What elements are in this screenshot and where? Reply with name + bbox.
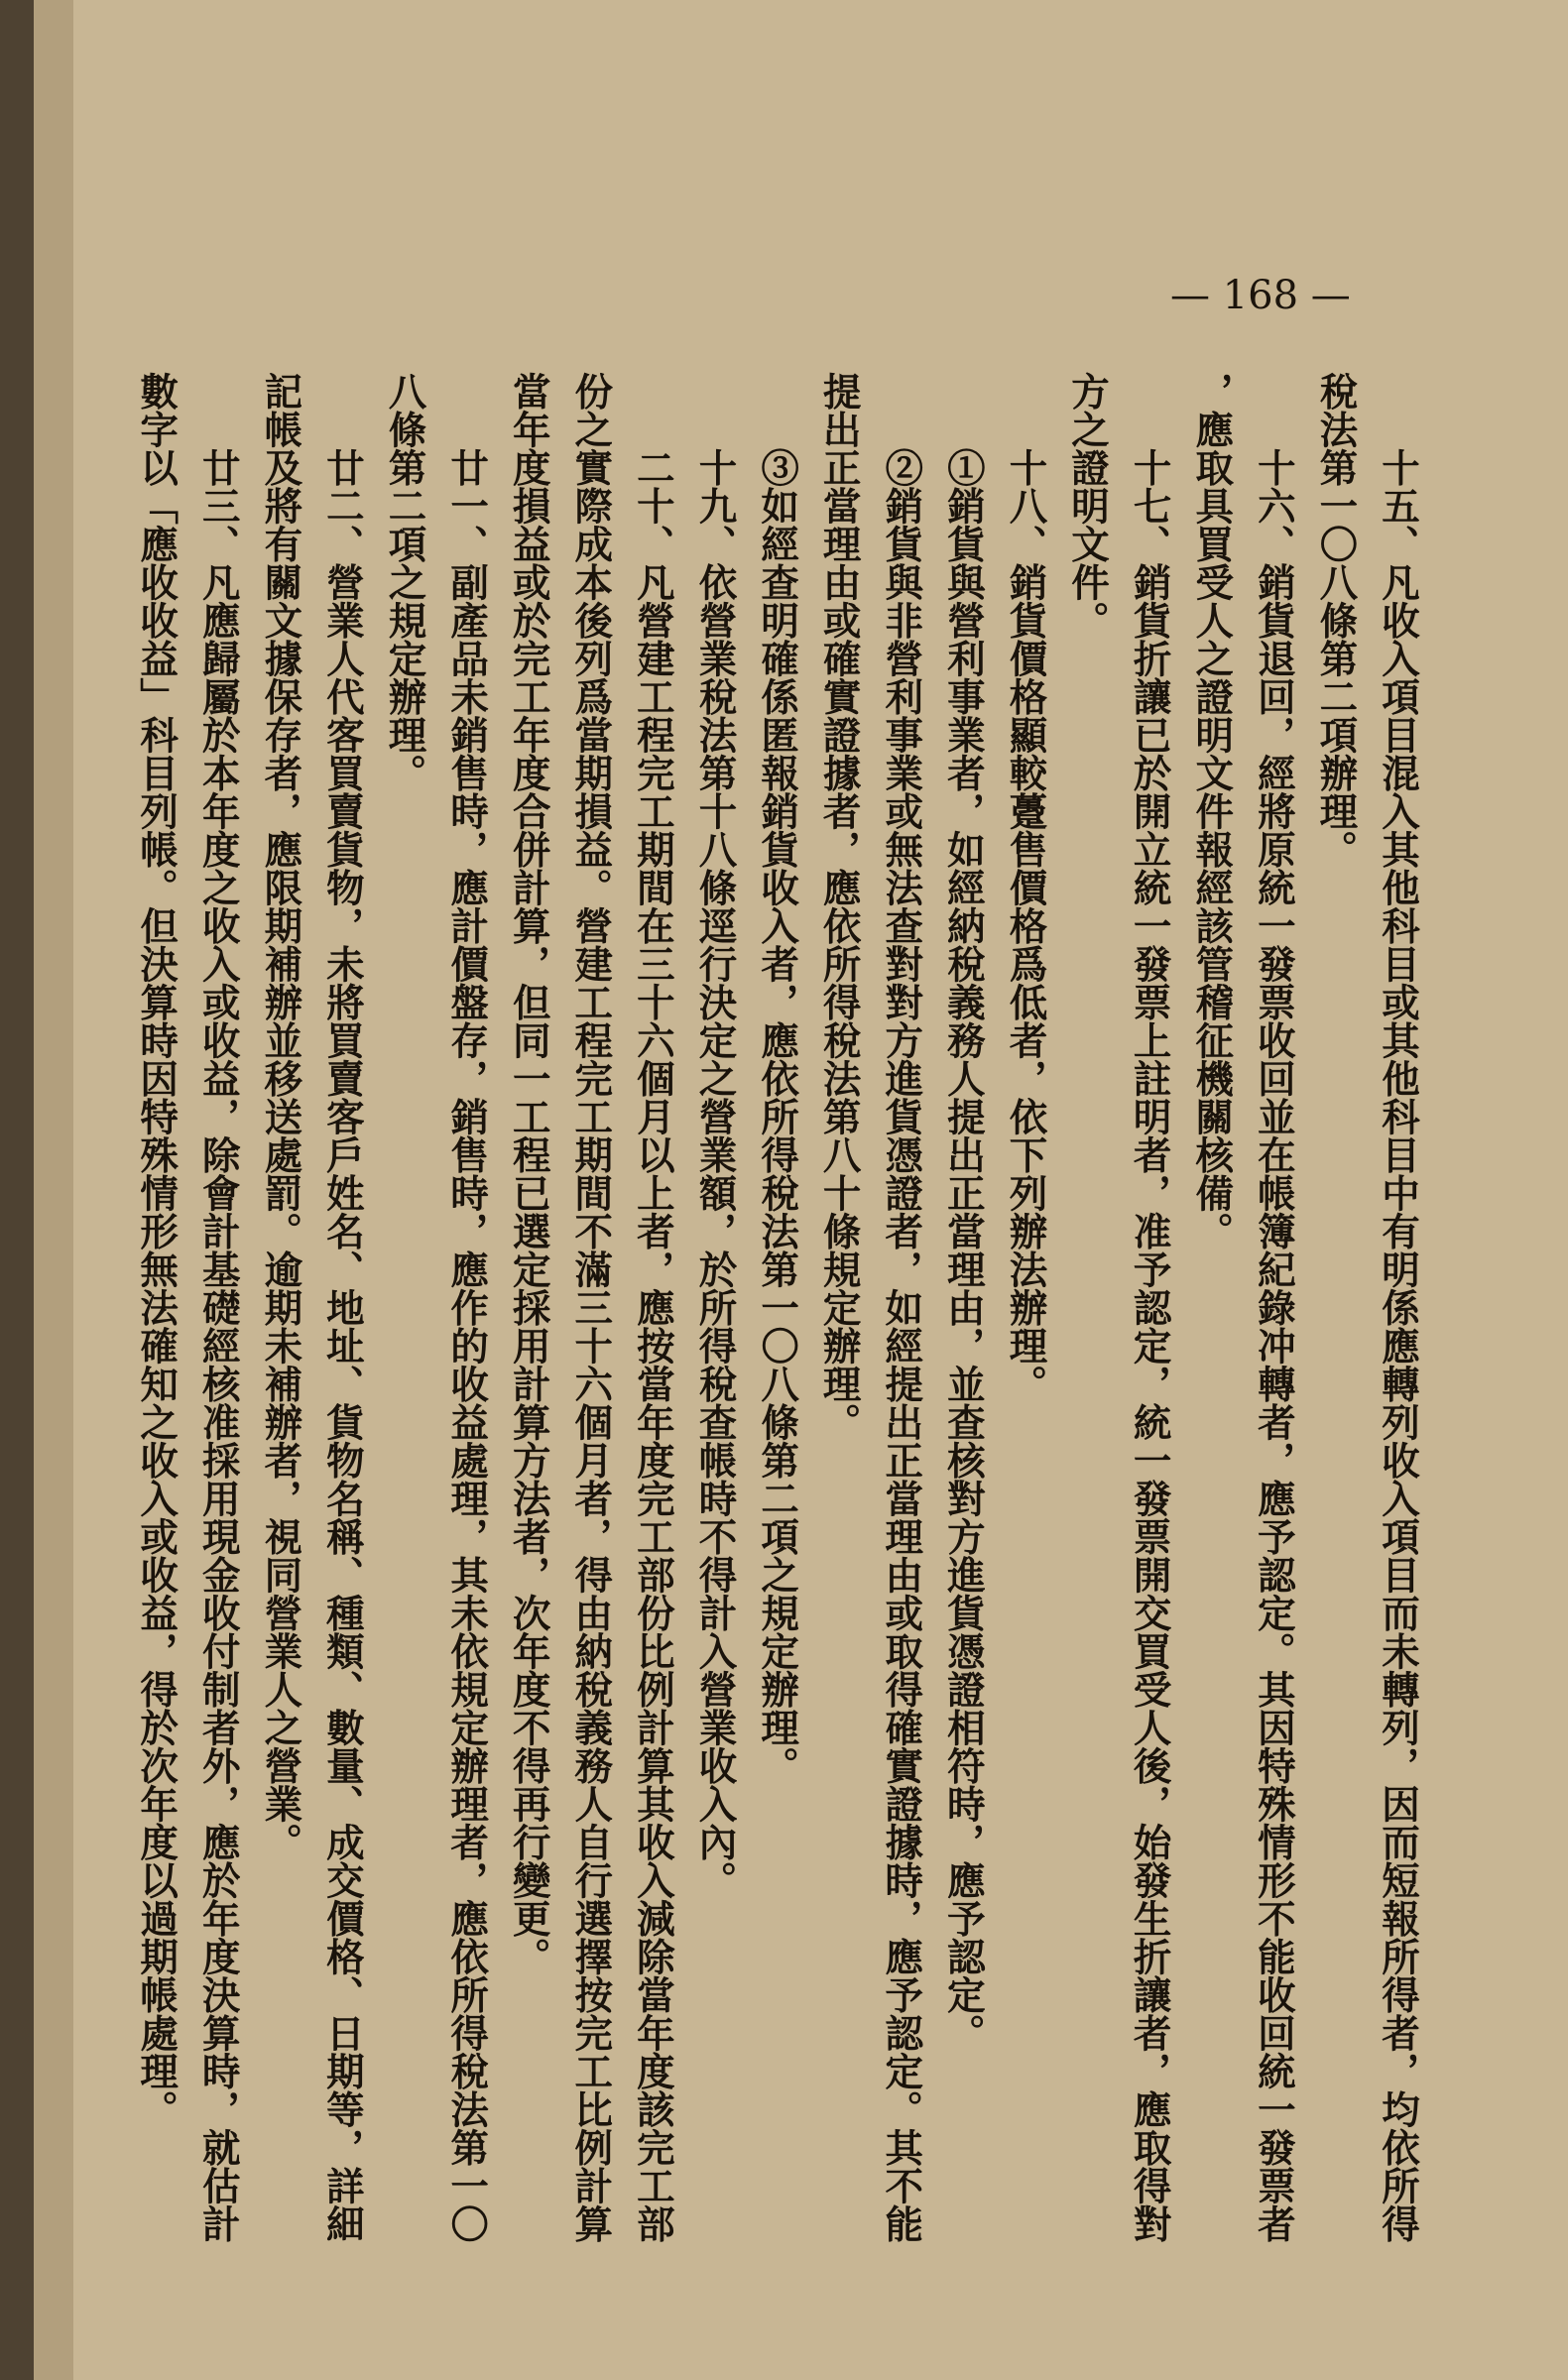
text-column: 十九、依營業稅法第十八條逕行決定之營業額，於所得稅查帳時不得計入營業收入內。 [692, 448, 738, 1899]
text-column: 十八、銷貨價格顯較躉售價格爲低者，依下列辦法辦理。 [1003, 448, 1048, 1403]
text-column: 十六、銷貨退回，經將原統一發票收回並在帳簿紀錄冲轉者，應予認定。其因特殊情形不能收回統一發票者 [1251, 448, 1296, 2243]
page-number: — 168 — [1170, 273, 1351, 318]
text-column: 稅法第一〇八條第二項辦理。 [1313, 372, 1359, 869]
text-column: 十七、銷貨折讓已於開立統一發票上註明者，准予認定，統一發票開交買受人後，始發生折讓者，應取得對 [1127, 448, 1172, 2243]
text-column: 數字以「應收收益」科目列帳。但決算時因特殊情形無法確知之收入或收益，得於次年度以過期帳處理。 [134, 372, 180, 2128]
text-column: 份之實際成本後列爲當期損益。營建工程完工期間不滿三十六個月者，得由納稅義務人自行選擇按完工比例計算 [568, 372, 614, 2243]
text-column: 二十、凡營建工程完工期間在三十六個月以上者，應按當年度完工部份比例計算其收入減除當年度該完工部 [630, 448, 675, 2243]
vertical-text-block [134, 372, 1428, 2243]
text-column: 廿二、營業人代客買賣貨物，未將買賣客戶姓名、地址、貨物名稱、種類、數量、成交價格、日期等，詳細 [319, 448, 365, 2243]
text-column: 八條第二項之規定辦理。 [382, 372, 427, 792]
text-column: 提出正當理由或確實證據者，應依所得稅法第八十條規定辦理。 [816, 372, 862, 1441]
text-column: ①銷貨與營利事業者，如經納稅義務人提出正當理由，並查核對方進貨憑證相符時，應予認定。 [940, 448, 986, 2052]
text-column: 記帳及將有關文據保存者，應限期補辦並移送處罰。逾期未補辦者，視同營業人之營業。 [258, 372, 303, 1861]
text-column: 廿三、凡應歸屬於本年度之收入或收益，除會計基礎經核准採用現金收付制者外，應於年度決算時，就估計 [195, 448, 241, 2243]
text-column: 廿一、副產品未銷售時，應計價盤存，銷售時，應作的收益處理，其未依規定辦理者，應依所得稅法第一〇 [444, 448, 490, 2243]
page-binding-edge [0, 0, 34, 2380]
page-gutter [34, 0, 73, 2380]
text-column: ②銷貨與非營利事業或無法查對對方進貨憑證者，如經提出正當理由或取得確實證據時，應予認定。其不能 [879, 448, 924, 2243]
text-column: 十五、凡收入項目混入其他科目或其他科目中有明係應轉列收入項目而未轉列，因而短報所得者，均依所得 [1376, 448, 1420, 2243]
text-column: ③如經查明確係匿報銷貨收入者，應依所得稅法第一〇八條第二項之規定辦理。 [755, 448, 800, 1785]
text-column: 方之證明文件。 [1065, 372, 1111, 640]
text-column: 當年度損益或於完工年度合併計算，但同一工程已選定採用計算方法者，次年度不得再行變更。 [506, 372, 551, 1975]
text-column: ，應取具買受人之證明文件報經該管稽征機關核備。 [1189, 372, 1235, 1250]
